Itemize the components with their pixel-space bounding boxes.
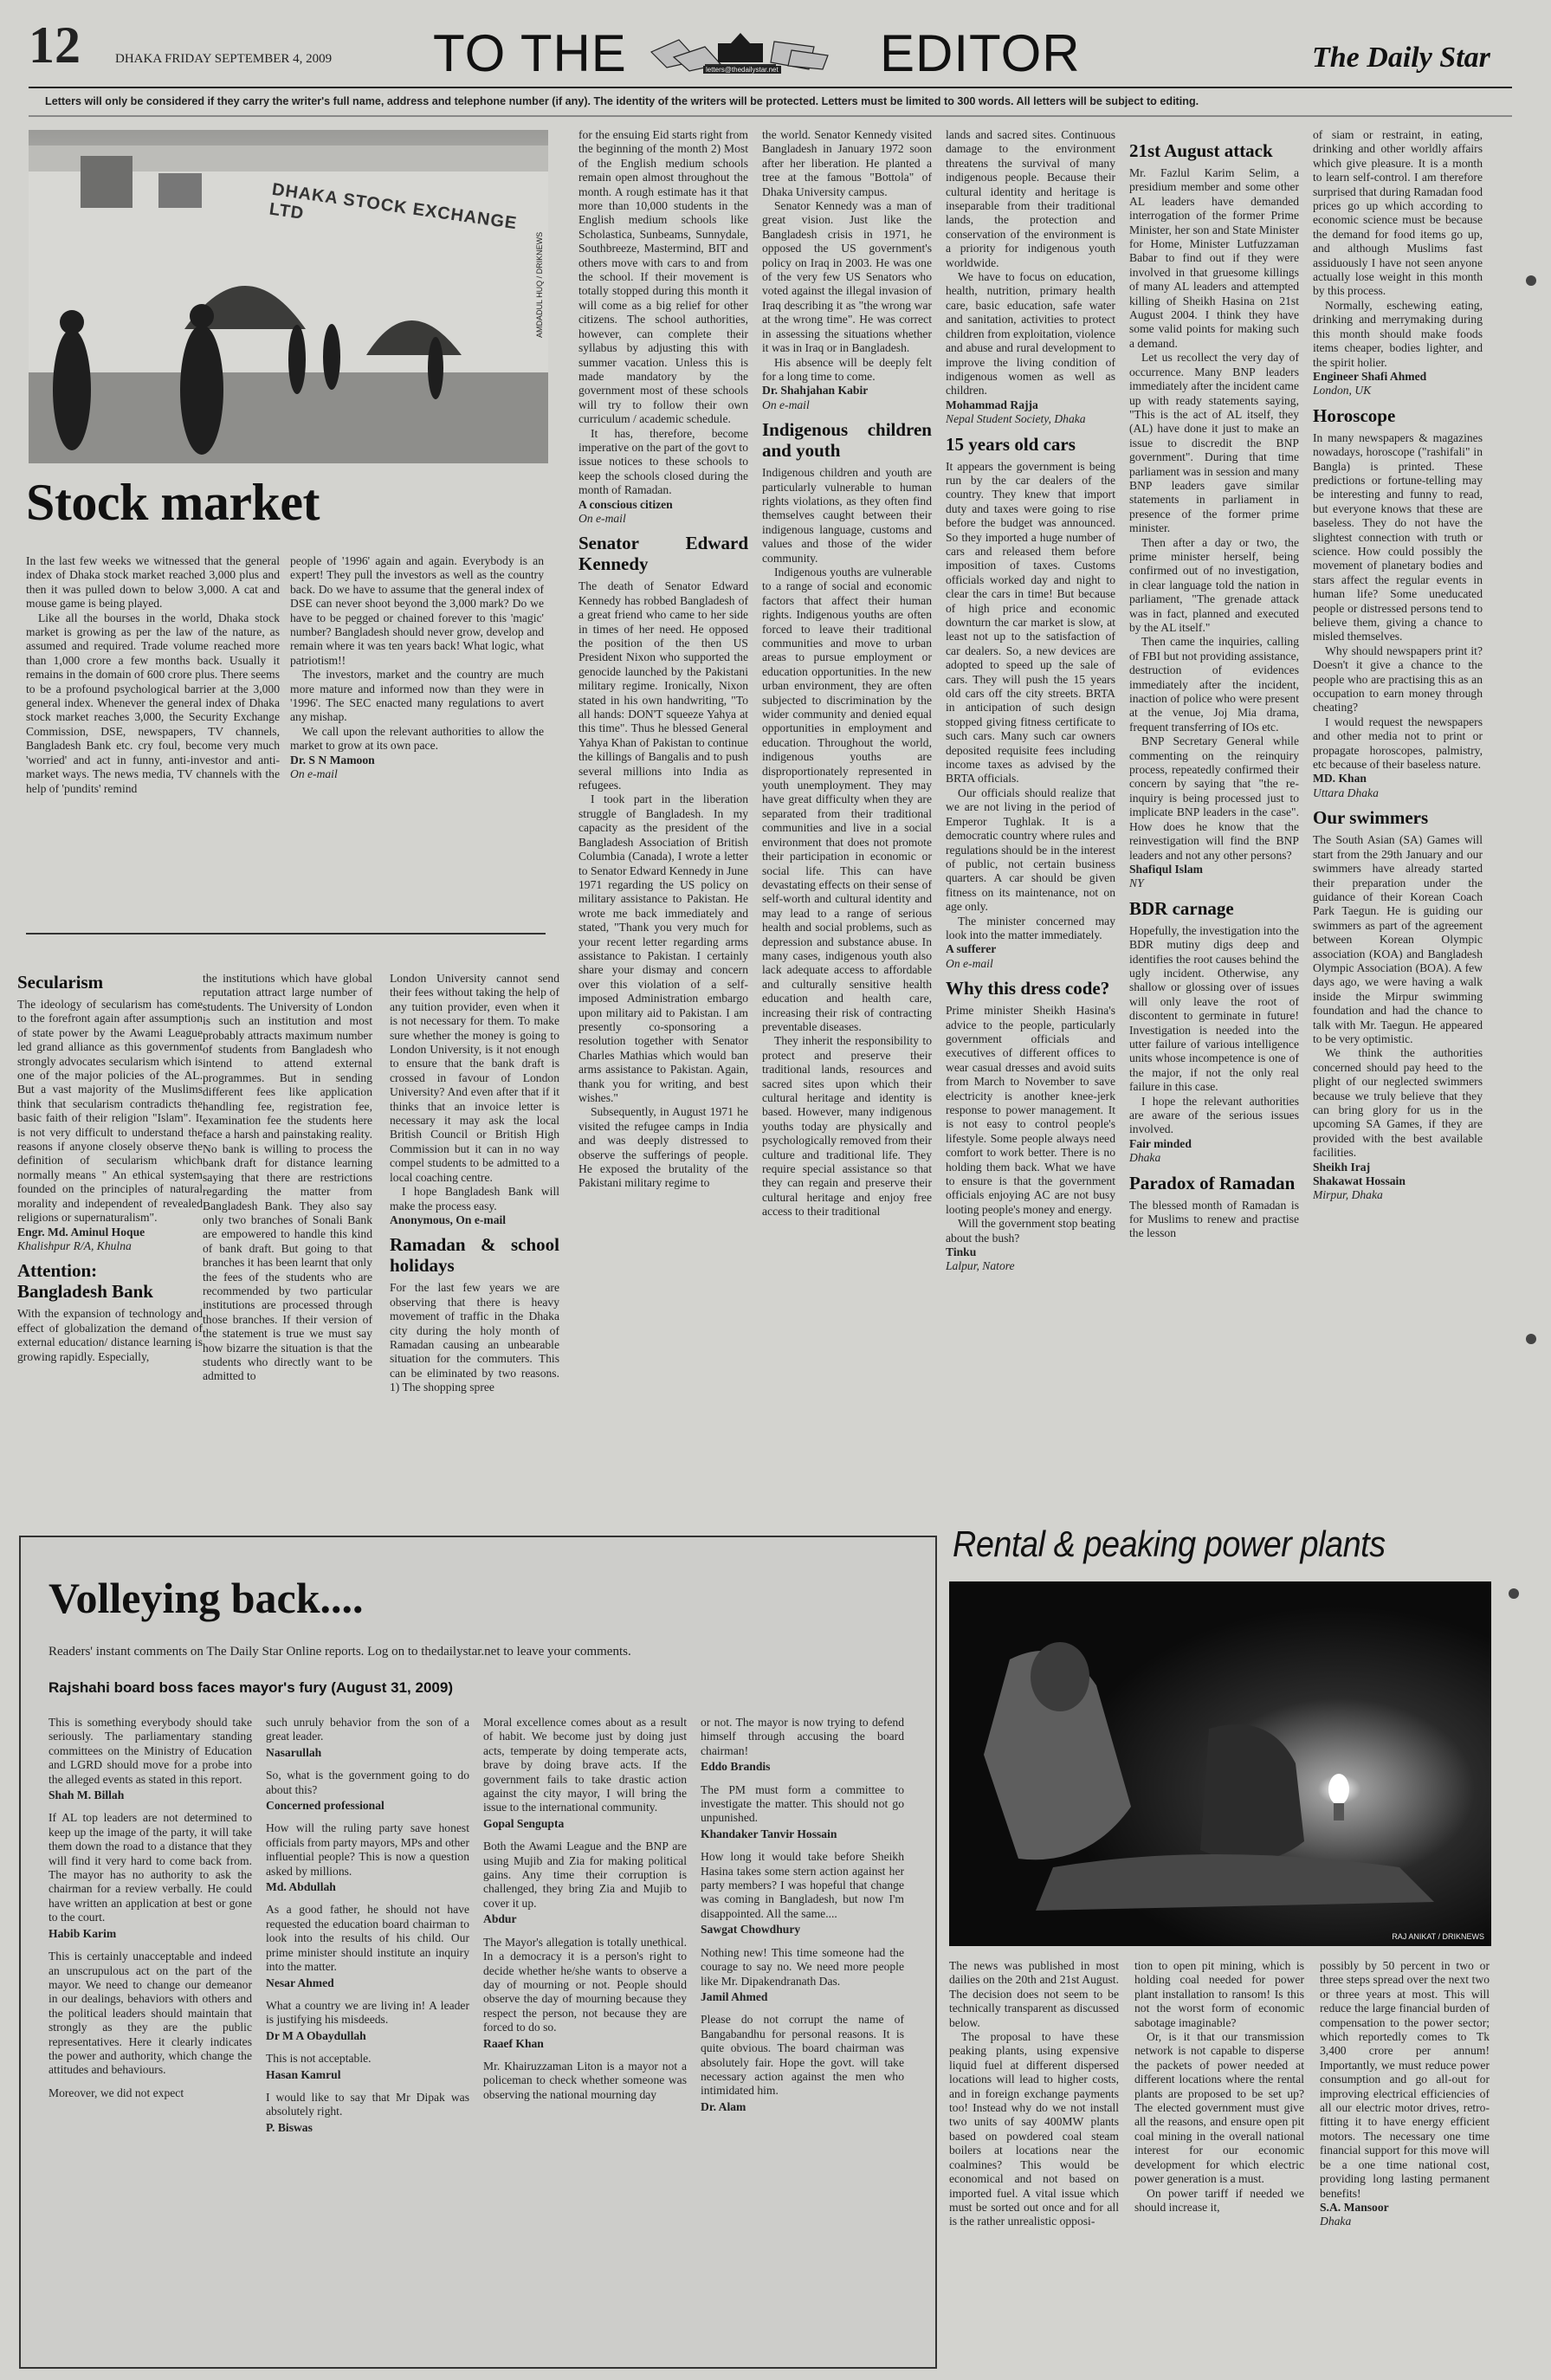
stock-market-headline: Stock market bbox=[26, 474, 320, 531]
reader-comment bbox=[701, 2013, 904, 2114]
comment-author: Concerned professional bbox=[266, 1799, 385, 1813]
comment-author: Hasan Kamrul bbox=[266, 2067, 341, 2081]
kennedy-cont: the world. Senator Kennedy visited Bangladesh in January 1972 soon after her liberation. He planted a tree at the famous "Bottola" of Dhaka University campus. bbox=[762, 128, 932, 198]
comment-text: Both the Awami League and the BNP are using Mujib and Zia for making political gains. Any time their corruption is challenged, they bring Zia and Mujib to cover it up. bbox=[483, 1840, 687, 1910]
indigenous-cont: lands and sacred sites. Continuous damage to the environment threatens the survival of many indigenous people. Because their cultural identity and heritage is inseparable from their traditional lands, the protection and conservation of the environment is a priority for indigenous youth worldwide. bbox=[946, 128, 1115, 269]
swimmers-para: We think the authorities concerned should pay heed to the plight of our neglected swimmers because we truly believe that they can bring glory for us in the upcoming SA Games, if they are provided with the best available facilities. bbox=[1313, 1046, 1483, 1160]
masthead-rule bbox=[29, 87, 1512, 88]
rental-col-2 bbox=[1134, 1959, 1304, 2375]
bdr-carnage-para: I hope the relevant authorities are aware of the serious issues involved. bbox=[1129, 1094, 1299, 1136]
horoscope-para: Why should newspapers print it? Doesn't it give a chance to the people who are practising this as an occupation to earn money through cheating? bbox=[1313, 644, 1483, 715]
letter-author: S.A. Mansoor bbox=[1320, 2200, 1389, 2214]
comment-author: Md. Abdullah bbox=[266, 1880, 336, 1894]
reader-comment bbox=[266, 1903, 469, 1989]
stock-para: The investors, market and the country are much more mature and informed now than they were in '1996'. The SEC enacted many regulations to avert any mishap. bbox=[290, 668, 544, 724]
stock-author: Dr. S N Mamoon bbox=[290, 753, 375, 766]
letter-author: Sheikh Iraj bbox=[1313, 1160, 1371, 1174]
letter-author-loc: Dhaka bbox=[1320, 2215, 1352, 2228]
indigenous-headline: Indigenous children and youth bbox=[762, 419, 932, 462]
comment-author: Sawgat Chowdhury bbox=[701, 1923, 801, 1937]
comment-author: Abdur bbox=[483, 1912, 517, 1926]
august-attack-para: Let us recollect the very day of occurrence. Many BNP leaders immediately after the incident came up with ready statements saying, "This is the act of AL itself, they (AL) have done it just to make an issue to discredit the BNP government". During that time parliament was in session and many BNP leaders gave similar statements in parliament in presence of the former prime minister. bbox=[1129, 351, 1299, 535]
letter-author-loc: Khalishpur R/A, Khulna bbox=[17, 1239, 132, 1252]
stock-para: We call upon the relevant authorities to allow the market to grow at its own pace. bbox=[290, 724, 544, 753]
old-cars-para: The minister concerned may look into the matter immediately. bbox=[946, 914, 1115, 941]
reader-comment bbox=[48, 1811, 252, 1941]
kennedy-para: Subsequently, in August 1971 he visited the refugee camps in India and was deeply distressed to observe the sufferings of people. He exposed the brutality of the Pakistani military regime to bbox=[578, 1105, 748, 1190]
comment-text: How will the ruling party save honest officials from party mayors, MPs and other influential people? This is now a question asked by millions. bbox=[266, 1821, 469, 1878]
binding-hole-icon bbox=[1526, 275, 1536, 286]
comment-text: such unruly behavior from the son of a great leader. bbox=[266, 1716, 469, 1743]
comment-author: Shah M. Billah bbox=[48, 1788, 125, 1802]
letter-author-loc: On e-mail bbox=[578, 511, 626, 525]
ramadan-holidays-headline: Ramadan & school holidays bbox=[390, 1234, 559, 1277]
swimmers-para: The South Asian (SA) Games will start from the 29th January and our swimmers have already started their preparation under the guidance of their Korean Coach Park Taegun. He is guiding our swimmers as part of the agreement between Korean Olympic association (KOA) and Bangladesh Olympic Association (BOA). A few days ago, we were having a walk inside the Mirpur swimming foundation and had the chance to talk with Mr. Taegun. He appeared to be very optimistic. bbox=[1313, 833, 1483, 1045]
attention-para: London University cannot send their fees without taking the help of any tuition provider, even when it is not necessary for them. To make sure whether the money is going to London University, is it not enough to ensure that the bank draft is crossed in favour of London University? And even after that if it thinks that an invoice letter is necessary it may ask the local British Council or British High Commission but it can in no way compel students to be admitted to a local coaching centre. bbox=[390, 972, 559, 1184]
letter-author-loc: NY bbox=[1129, 876, 1144, 890]
reader-comment bbox=[701, 1783, 904, 1842]
comment-text: The PM must form a committee to investigate the matter. This should not go unpunished. bbox=[701, 1782, 904, 1825]
comment-text: I would like to say that Mr Dipak was absolutely right. bbox=[266, 2090, 469, 2118]
stock-col-1 bbox=[26, 554, 280, 918]
comments-column-2 bbox=[266, 1716, 469, 2357]
secularism-para: The ideology of secularism has come to the forefront again after assumption of state power by the Awami League led grand alliance as this government strongly advocates secularism which is one of the major policies of the AL. But a vast majority of the Muslims think that secularism contradicts the basic faith of their religion "Islam". It is not very difficult to understand the reasons if anyone closely observe the definition of secularism which normally means " An ethical system founded on the principles of natural morality and independent of revealed religions or supernaturalism". bbox=[17, 998, 203, 1225]
reader-comment bbox=[701, 1850, 904, 1937]
comment-text: The Mayor's allegation is totally unethical. In a democracy it is a person's right to decide whether he/she wants to observe a day of mourning or not. People should observe the day of mourning because they respect the person, not because they are forced to do so. bbox=[483, 1935, 687, 2034]
attention-para: I hope Bangladesh Bank will make the process easy. bbox=[390, 1185, 559, 1213]
dress-code-para: Prime minister Sheikh Hasina's advice to the people, particularly government officials and executives of different offices to wear casual dresses and avoid suits from March to November to save electricity is another knee-jerk response to power management. It is not easy to control people's lifestyle. Some people always need comfort to work better. There is no holding them back. What we have to ensure is that the government officials enjoying AC are not busy looting people's money and energy. bbox=[946, 1004, 1115, 1216]
comment-text: Moral excellence comes about as a result of habit. We become just by doing just acts, temperate by doing temperate acts, brave by doing brave acts. If the government fails to take drastic action against the city mayor, I will bring the issue to the international community. bbox=[483, 1716, 687, 1814]
horoscope-para: In many newspapers & magazines nowadays, horoscope ("rashifali" in Bangla) is printed. These predictions or fortune-telling may be interesting and funny to read, but everyone knows that these are baseless. They do not have the slightest connection with truth or science. How could possibly the movement of planetary bodies and stars affect the regular events in human life? Some uneducated people or distressed persons tend to believe them, giving a chance to misled themselves. bbox=[1313, 430, 1483, 644]
attention-para: With the expansion of technology and effect of globalization the demand of external education/ distance learning is growing rapidly. Especially, bbox=[17, 1307, 203, 1363]
ramadan-cont: for the ensuing Eid starts right from the beginning of the month 2) Most of the English medium schools remain open almost throughout the month. A rough estimate has it that more than 10,000 students in the English medium schools like Scholastica, Sunbeams, Sunnydale, Southbreeze, Mastermind, BIT and others move with cars to and from the school. If their movement is totally stopped during this month it will come as a big relief for other citizens. The school authorities, however, can complete their syllabus by adjusting this with summer vacation. Unless this is made mandatory by the government most of these schools will try to follow their own curriculum / academic schedule. bbox=[578, 128, 748, 426]
photo-credit: AMDADUL HUQ / DRIKNEWS bbox=[535, 231, 544, 338]
secularism-column bbox=[17, 972, 203, 1526]
reader-comment bbox=[48, 1716, 252, 1802]
letter-author-loc: On e-mail bbox=[946, 956, 993, 970]
comment-text: This is something everybody should take seriously. The parliamentary standing committees on the Ministry of Education and LGRD should move for a probe into the alleged events as stated in this report. bbox=[48, 1716, 252, 1786]
comment-author: P. Biswas bbox=[266, 2120, 313, 2134]
letter-author: Mohammad Rajja bbox=[946, 398, 1038, 411]
reader-comment bbox=[266, 1716, 469, 1760]
attention-headline: Attention: bbox=[17, 1260, 98, 1282]
letter-author: Fair minded bbox=[1129, 1136, 1192, 1150]
comment-text: This is certainly unacceptable and indeed an unscrupulous act on the part of the mayor. We need to change our demeanor in our dealings, behaviors with others and the political leaders should maintain that strongly as they are the public representatives. Here it clearly indicates the power and authority, which change the attitudes and behaviours. bbox=[48, 1950, 252, 2077]
indigenous-para: They inherit the responsibility to protect and preserve their traditional lands, resources and sacred sites upon which their cultural heritage and identity is based. However, many indigenous youths today are physically and psychologically removed from their culture and traditional life. They require special assistance so that they can regain and preserve their cultural heritage and enjoy free access to their traditional bbox=[762, 1034, 932, 1219]
reader-comment bbox=[266, 2091, 469, 2135]
stock-para: people of '1996' again and again. Everybody is an expert! They pull the investors as well as the country back. Do we have to assume that the general index of DSE can never shoot beyond the 3,000 mark? Do we have to be pegged or chained forever to this 'magic' number? Bangladesh should never grow, develop and remain where it was ten years back! What logic, what patriotism!! bbox=[290, 554, 544, 667]
comment-author: Gopal Sengupta bbox=[483, 1816, 565, 1830]
reader-comment bbox=[483, 2060, 687, 2102]
comment-author: Eddo Brandis bbox=[701, 1760, 771, 1774]
lamp-light-photo bbox=[949, 1581, 1491, 1946]
reader-comment bbox=[483, 1840, 687, 1926]
comment-text: Moreover, we did not expect bbox=[48, 2086, 184, 2099]
bdr-carnage-para: Hopefully, the investigation into the BDR mutiny digs deep and identifies the root causes behind the ugly incident. Otherwise, any shallow or glossing over of issues will only leave the root of discontent to germinate in future! Investigation is needed into the utter failure of various intelligence units whose incompetence is one of the major, if not the only real failure in this case. bbox=[1129, 923, 1299, 1094]
ramadan-holidays-para: For the last few years we are observing that there is heavy movement of traffic in the Dhaka city during the holy month of Ramadan causing an unbearable situation for the commuters. This can be eliminated by two reasons. 1) The shopping spree bbox=[390, 1281, 559, 1394]
comment-text: So, what is the government going to do about this? bbox=[266, 1769, 469, 1796]
volleying-back-title: Volleying back.... bbox=[48, 1574, 364, 1622]
kennedy-cont: His absence will be deeply felt for a long time to come. bbox=[762, 355, 932, 383]
attention-column-2 bbox=[390, 972, 559, 1526]
letter-author: A sufferer bbox=[946, 942, 997, 956]
comment-author: Nesar Ahmed bbox=[266, 1976, 334, 1989]
volleying-back-box bbox=[19, 1536, 937, 2369]
stock-col-2 bbox=[290, 554, 544, 935]
letter-author: A conscious citizen bbox=[578, 497, 673, 511]
stock-exchange-photo bbox=[29, 130, 548, 463]
comment-text: Nothing new! This time someone had the courage to say no. We need more people like Mr. Dipakendranath Das. bbox=[701, 1945, 904, 1988]
rental-para: The news was published in most dailies on the 20th and 21st August. The decision does not seem to be technically transparent as discussed below. bbox=[949, 1959, 1119, 2029]
horoscope-para: I would request the newspapers and other media not to print or propagate horoscopes, palmistry, etc because of their baseless nature. bbox=[1313, 715, 1483, 772]
swimmers-headline: Our swimmers bbox=[1313, 807, 1429, 829]
comment-author: Jamil Ahmed bbox=[701, 1989, 768, 2003]
reader-comment bbox=[266, 2052, 469, 2082]
dress-code-para: Will the government stop beating about the bush? bbox=[946, 1217, 1115, 1245]
letter-author: Shakawat Hossain bbox=[1313, 1174, 1406, 1188]
rental-para: tion to open pit mining, which is holding coal needed for power plant installation to ransom! Is this not the worst form of economic sabotage imaginable? bbox=[1134, 1959, 1304, 2029]
secularism-headline: Secularism bbox=[17, 972, 104, 993]
comment-author: Dr M A Obaydullah bbox=[266, 2028, 366, 2042]
letter-author: Tinku bbox=[946, 1245, 977, 1259]
comment-text: How long it would take before Sheikh Hasina takes some stern action against her party members? I was hopeful that change was coming in Bangladesh, but now I'm disappointed. All the same.... bbox=[701, 1850, 904, 1920]
photo-credit: RAJ ANIKAT / DRIKNEWS bbox=[1392, 1932, 1484, 1941]
stock-author-loc: On e-mail bbox=[290, 767, 338, 781]
comment-text: What a country we are living in! A leader is justifying his misdeeds. bbox=[266, 1998, 469, 2027]
attention-para: the institutions which have global reputation attract large number of students. The University of London is such an institution and most probably attracts maximum number of students from Bangladesh who intend to attend external programmes. But in sending different fees like application handling fee, registration fee, examination fee the students here face a harsh and painstaking reality. No bank is willing to process the bank draft for distance learning saying that there are restrictions regarding the matter from Bangladesh Bank. They also say only two branches of Sonali Bank are empowered to handle this kind of bank draft. But going to that branches it has been learnt that only the fees of the students who are recommended by two particular institutions are processed through those branches. If their version of the statement is true we must say how bizarre the situation is that the students who directly want to be admitted to bbox=[203, 972, 372, 1383]
letter-author: Dr. Shahjahan Kabir bbox=[762, 384, 869, 398]
column-6 bbox=[1129, 140, 1299, 1523]
paradox-ramadan-para: The blessed month of Ramadan is for Muslims to renew and practise the lesson bbox=[1129, 1198, 1299, 1240]
comment-author: Nasarullah bbox=[266, 1745, 322, 1759]
august-attack-headline: 21st August attack bbox=[1129, 140, 1273, 161]
august-attack-para: Then after a day or two, the prime minister herself, being confirmed out of no investigation, in clear language told the nation in parliament, "The grenade attack was in fact, planned and executed by the AL itself." bbox=[1129, 535, 1299, 634]
indigenous-para: Indigenous children and youth are particularly vulnerable to human rights violations, as they often find themselves caught between their indigenous language, customs and values and those of the wider community. bbox=[762, 466, 932, 565]
letter-author-loc: Lalpur, Natore bbox=[946, 1259, 1015, 1273]
letter-author-loc: Uttara Dhaka bbox=[1313, 786, 1379, 799]
rental-para: On power tariff if needed we should increase it, bbox=[1134, 2186, 1304, 2214]
reader-comment bbox=[48, 1950, 252, 2078]
letter-author: Engineer Shafi Ahmed bbox=[1313, 369, 1427, 383]
dateline: DHAKA FRIDAY SEPTEMBER 4, 2009 bbox=[115, 52, 333, 66]
comment-text: Mr. Khairuzzaman Liton is a mayor not a policeman to check whether someone was observing the national mourning day bbox=[483, 2059, 687, 2101]
attention-column-1 bbox=[203, 972, 372, 1526]
letter-author: Shafiqul Islam bbox=[1129, 862, 1203, 876]
indigenous-para: Indigenous youths are vulnerable to a range of social and economic factors that affect their human rights. Indigenous youths are often forced to leave their traditional communities and move to urban areas to pursue employment or education opportunities. In the new urban environment, they are often subjected to discrimination by the wider community and denied equal opportunities in employment and education. Throughout the world, indigenous youths are disproportionately represented in youth unemployment. They may have great difficulty when they are separated from their traditional communities and live in a social environment that does not promote their participation in economic or social life. This can have devastating effects on their sense of self-worth and cultural identity and may lead to a range of serious health and social problems, such as depression and substance abuse. In many cases, indigenous youth also lack adequate access to affordable and culturally sensitive health education and health care, increasing their risk of contracting preventable diseases. bbox=[762, 565, 932, 1033]
column-3 bbox=[578, 128, 748, 1523]
comment-text: As a good father, he should not have requested the education board chairman to look into the results of his child. Our prime minister should institute an inquiry into the matter. bbox=[266, 1903, 469, 1974]
letter-author: Anonymous, On e-mail bbox=[390, 1213, 507, 1226]
letters-notice: Letters will only be considered if they carry the writer's full name, address and telephone number (if any). The identity of the writers will be protected. Letters must be limited to 300 words. All letters will be subject to editing. bbox=[45, 95, 1199, 107]
kennedy-cont: Senator Kennedy was a man of great vision. Just like the Bangladesh crisis in 1971, he opposed the US government's policy on Iraq in 2003. He was one of the very few US Senators who voted against the illegal invasion of Iraq describing it as "the wrong war at the wrong time". He was correct in assessing the situations whether it was in Iraq or in Bangladesh. bbox=[762, 199, 932, 355]
stock-para: In the last few weeks we witnessed that the general index of Dhaka stock market reached 3,000 plus and then it was pulled down to below 3,000. A cat and mouse game is being played. bbox=[26, 554, 280, 611]
old-cars-para: It appears the government is being run by the car dealers of the country. They knew that import duty and taxes were going to rise before the budget was announced. So they imported a huge number of cars and released them before imposition of taxes. Customs officials worked day and night to clear the cars in time! But because of high price and economic downturn the car market is slow, at least not up to the satisfaction of car dealers. So, a new devices are adopted to speed up the sale of cars. They will push the 15 years old cars off the city streets. BRTA in anticipation of such design stopped giving fitness certificate to such cars. Many such car owners deposited requisite fees including income taxes as advised by the BRTA officials. bbox=[946, 459, 1115, 786]
column-5 bbox=[946, 128, 1115, 1523]
august-attack-para: Mr. Fazlul Karim Selim, a presidium member and some other AL leaders have demanded interrogation of the former Prime Minister, her son and State Minister for Home, Minister Lutfuzzaman Babar to find out if they were involved in that gruesome killings of many AL leaders and attempted killing of Sheikh Hasina on 21st August 2004. I think they have some valid points for making such a demand. bbox=[1129, 166, 1299, 350]
reader-comment bbox=[266, 1999, 469, 2043]
rental-col-1 bbox=[949, 1959, 1119, 2375]
notice-rule bbox=[29, 115, 1512, 117]
comment-text: If AL top leaders are not determined to keep up the image of the party, it will take them down the road to a distance that they will find it very hard to come back from. The mayor has no authority to ask the chairman for a review verbally. He could have written an application at best or gone to the court. bbox=[48, 1811, 252, 1924]
reader-comment bbox=[483, 1936, 687, 2051]
reader-comment bbox=[266, 1769, 469, 1813]
comment-text: Please do not corrupt the name of Bangabandhu for personal reasons. It is quite obvious. The board chairman was absolutely fair. Hope the govt. will take necessary action against the men who intimidated him. bbox=[701, 2013, 904, 2098]
editor-email: letters@thedailystar.net bbox=[703, 66, 781, 74]
letter-author-loc: London, UK bbox=[1313, 384, 1372, 398]
comments-column-1 bbox=[48, 1716, 252, 2357]
volleying-intro: Readers' instant comments on The Daily Star Online reports. Log on to thedailystar.net to leave your comments. bbox=[48, 1645, 631, 1659]
august-attack-para: Then came the inquiries, calling of FBI but not providing assistance, destruction of evidences immediately after the incident, inaction of police who were present at the venue, Joj Mia drama, frequent transferring of IOs etc. bbox=[1129, 635, 1299, 734]
comments-column-3 bbox=[483, 1716, 687, 2357]
kennedy-headline: Senator Edward Kennedy bbox=[578, 533, 748, 575]
rental-col-3 bbox=[1320, 1959, 1490, 2375]
letter-author-loc: On e-mail bbox=[762, 398, 810, 411]
comment-text: This is not acceptable. bbox=[266, 2052, 372, 2066]
comment-author: Khandaker Tanvir Hossain bbox=[701, 1827, 837, 1840]
stock-exchange-sign: DHAKA STOCK EXCHANGE LTD bbox=[268, 179, 519, 234]
comment-author: Dr. Alam bbox=[701, 2099, 746, 2113]
old-cars-headline: 15 years old cars bbox=[946, 433, 1076, 455]
ramadan-paradox-cont: Normally, eschewing eating, drinking and merrymaking during this month should make foods items cheaper, bodies lighter, and the spirit holier. bbox=[1313, 298, 1483, 369]
reader-comment bbox=[48, 2086, 252, 2100]
stock-para: Like all the bourses in the world, Dhaka stock market is growing as per the law of the nature, as assumed and required. Trade volume reached more than 1,000 crore a few months back. Usually it remains in the domain of 600 crore plus. There seems to be a profound psychological barrier at the 3,000 general index. Whenever the general index of Dhaka stock market reaches 3,000, the Security Exchange Commission, DSE, newspapers, TV channels, Bangladesh Bank etc. cry foul, become very much 'worried' and act in funny, anti-investor and anti-market ways. The news media, TV channels with the help of 'pundits' remind bbox=[26, 611, 280, 795]
binding-hole-icon bbox=[1509, 1588, 1519, 1599]
comment-author: Raaef Khan bbox=[483, 2036, 544, 2050]
reader-comment bbox=[483, 1716, 687, 1831]
letter-author: Engr. Md. Aminul Hoque bbox=[17, 1225, 145, 1239]
dress-code-headline: Why this dress code? bbox=[946, 978, 1110, 999]
rental-para: The proposal to have these peaking plants, using expensive liquid fuel at different dispersed locations will lead to higher costs, and in foreign exchange payments too! Instead why do we not install two units of say 400MW plants based on powdered coal steam boilers at locations near the coalmines? This would be economical and not based on imported fuel. A vital issue which must be sorted out once and for all is the rather unrealistic opposi- bbox=[949, 2030, 1119, 2228]
horoscope-headline: Horoscope bbox=[1313, 404, 1396, 426]
letter-author-loc: Nepal Student Society, Dhaka bbox=[946, 412, 1086, 426]
reader-comment bbox=[701, 1946, 904, 2005]
letter-author-loc: Dhaka bbox=[1129, 1151, 1161, 1165]
comment-text: or not. The mayor is now trying to defend himself through accusing the board chairman! bbox=[701, 1716, 904, 1757]
page-number: 12 bbox=[29, 16, 81, 74]
ramadan-cont: It has, therefore, become imperative on the part of the govt to issue notices to these schools to keep the schools closed during the month of Ramadan. bbox=[578, 426, 748, 497]
indigenous-cont: We have to focus on education, health, nutrition, primary health care, basic education, safe water and sanitation, activities to protect children from exploitation, violence and abuse and rural development to improve the living condition of indigenous women as well as children. bbox=[946, 270, 1115, 398]
comment-author: Habib Karim bbox=[48, 1926, 117, 1940]
rental-headline: Rental & peaking power plants bbox=[953, 1523, 1386, 1564]
ramadan-paradox-cont: of siam or restraint, in eating, drinking and other worldly affairs which give pleasure. It is a month to learn self-control. I am therefore surprised that during Ramadan food prices go up which according to economic science must be because the demand for food items go up, and although Muslims fast assiduously I have not seen anyone actually lose weight in this month by this process. bbox=[1313, 128, 1483, 298]
stock-bottom-rule bbox=[26, 933, 546, 935]
old-cars-para: Our officials should realize that we are not living in the period of Emperor Tughlak. It is a democratic country where rules and regulations should be in the interest of public, not certain business quarters. A car should be given fitness on its maintenance, not on age only. bbox=[946, 786, 1115, 914]
section-title-left: TO THE bbox=[433, 24, 627, 82]
reader-comment bbox=[266, 1821, 469, 1894]
reader-comment bbox=[701, 1716, 904, 1775]
column-4 bbox=[762, 128, 932, 1523]
section-title-right: EDITOR bbox=[880, 24, 1081, 82]
kennedy-para: I took part in the liberation struggle of Bangladesh. In my capacity as the president of the Bangladesh Association of British Columbia (Canada), I wrote a letter to Senator Edward Kennedy in June 1971 regarding the US policy on military assistance to Pakistan. He wrote me back immediately and stated, "Thank you very much for your recent letter regarding arms assistance to Pakistan. I certainly share your dismay and concern over this violation of a self-imposed Administration embargo upon military aid to Pakistan. I am presently co-sponsoring a resolution together with Senator Charles Mathias which would ban arms assistance to Pakistan. Again, thank you for writing, and best wishes." bbox=[578, 792, 748, 1104]
attention-headline-2: Bangladesh Bank bbox=[17, 1281, 153, 1303]
paper-name: The Daily Star bbox=[1312, 42, 1490, 74]
bdr-carnage-headline: BDR carnage bbox=[1129, 897, 1234, 919]
volleying-topic: Rajshahi board boss faces mayor's fury (August 31, 2009) bbox=[48, 1679, 453, 1696]
rental-para: possibly by 50 percent in two or three steps spread over the next two or three years at most. This will reduce the large financial burden of compensation to the power sector; which reportedly comes to Tk 3,400 crore per annum! Importantly, we must reduce power consumption and go all-out for improving electrical efficiencies of all our electric motor drives, retro-fitting it to have energy efficient motors. The necessary one time financial support for this move will be a one time national cost, providing long lasting permanent benefits! bbox=[1320, 1959, 1490, 2200]
column-7 bbox=[1313, 128, 1483, 1523]
letter-author-loc: Mirpur, Dhaka bbox=[1313, 1188, 1383, 1202]
letter-author: MD. Khan bbox=[1313, 772, 1367, 786]
paradox-ramadan-headline: Paradox of Ramadan bbox=[1129, 1172, 1296, 1193]
kennedy-para: The death of Senator Edward Kennedy has robbed Bangladesh of a great friend who came to her side in times of her need. He opposed the position of the then US President Nixon who supported the genocide launched by the Pakistani military regime. Ironically, Nixon stated in his own handwriting, "To all hands: DON'T squeeze Yahya at this time". Thus he blessed General Yahya Khan of Pakistan to continue the killings of Bangalis and to push several millions into India as refugees. bbox=[578, 579, 748, 792]
rental-para: Or, is it that our transmission network is not capable to disperse the packets of power needed at different locations where the rental plants are proposed to be set up? The elected government must give all the reasons, and ensure open pit coal mining in the overall national interest for our economic development for which electric power generation is a must. bbox=[1134, 2030, 1304, 2186]
august-attack-para: BNP Secretary General while commenting on the reinquiry process, repeatedly confirmed their concern by saying that "the re-inquiry is being processed just to implicate BNP leaders in the case". How does he know that the reinvestigation will find the BNP leaders and not any other persons? bbox=[1129, 734, 1299, 862]
binding-hole-icon bbox=[1526, 1334, 1536, 1344]
comments-column-4 bbox=[701, 1716, 904, 2357]
